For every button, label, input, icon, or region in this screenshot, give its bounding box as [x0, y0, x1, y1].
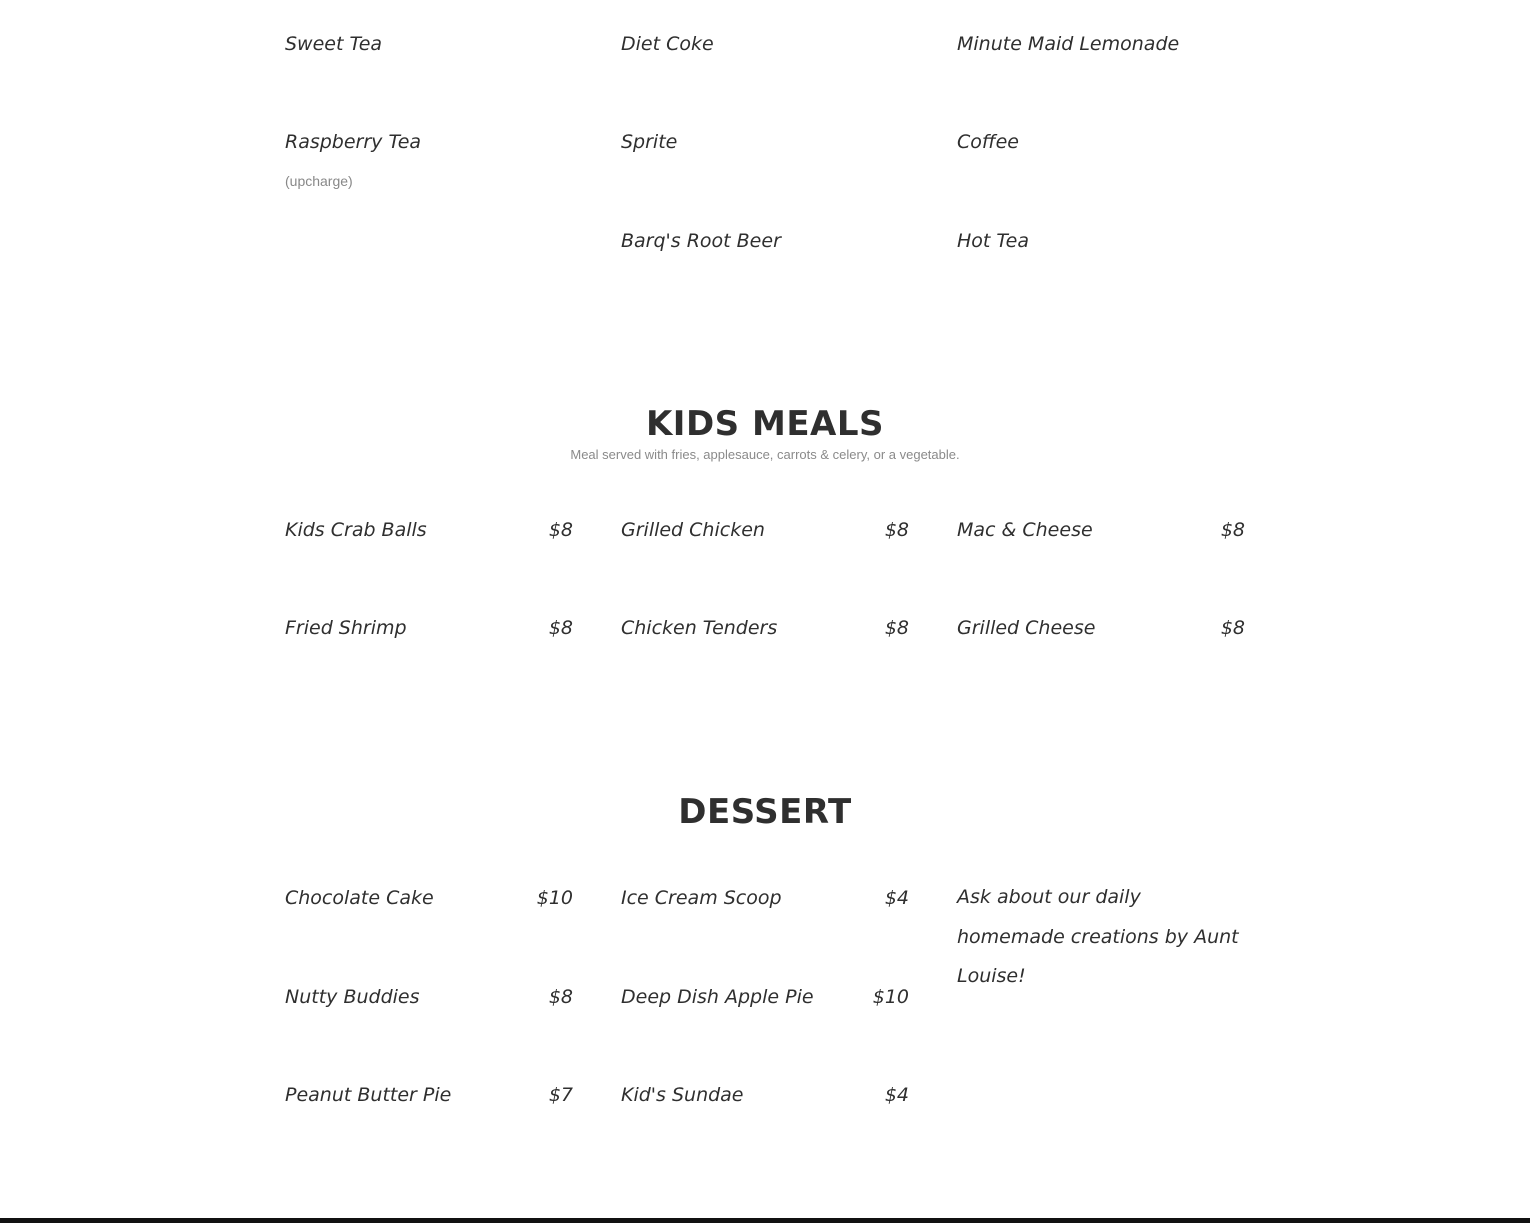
- menu-item: [621, 130, 909, 154]
- menu-item: [621, 985, 909, 1009]
- menu-item-price: $10: [872, 986, 909, 1008]
- menu-item: [621, 229, 909, 253]
- menu-item-name: Ice Cream Scoop: [621, 887, 782, 909]
- menu-item: [285, 616, 573, 640]
- menu-item: [957, 32, 1245, 56]
- menu-item-name: Kid's Sundae: [621, 1084, 744, 1106]
- menu-item: [957, 229, 1245, 253]
- menu-item: [957, 518, 1245, 542]
- kids-meals-heading: KIDS MEALS: [645, 404, 885, 444]
- dessert-heading: DESSERT: [678, 792, 852, 832]
- menu-item: [621, 616, 909, 640]
- menu-item: [621, 886, 909, 910]
- menu-item: [621, 1083, 909, 1107]
- menu-item-name: Peanut Butter Pie: [285, 1084, 452, 1106]
- menu-item-price: $8: [1220, 519, 1245, 541]
- menu-item-price: $7: [548, 1084, 573, 1106]
- kids-meals-subtitle: Meal served with fries, applesauce, carrots & celery, or a vegetable.: [570, 447, 960, 462]
- menu-item-note: (upcharge): [285, 173, 353, 189]
- menu-item-name: Minute Maid Lemonade: [957, 33, 1180, 55]
- menu-item-name: Hot Tea: [957, 230, 1029, 252]
- menu-item-name: Chicken Tenders: [621, 617, 778, 639]
- menu-item-name: Sweet Tea: [285, 33, 383, 55]
- menu-item: [621, 32, 909, 56]
- menu-item-name: Barq's Root Beer: [621, 230, 781, 252]
- menu-item: [957, 616, 1245, 640]
- menu-item-name: Deep Dish Apple Pie: [621, 986, 814, 1008]
- menu-item-price: $8: [1220, 617, 1245, 639]
- menu-item-name: Mac & Cheese: [957, 519, 1093, 541]
- menu-item-name: Grilled Chicken: [621, 519, 765, 541]
- menu-item-price: $8: [548, 986, 573, 1008]
- menu-item: [285, 130, 573, 189]
- menu-item-price: $8: [884, 617, 909, 639]
- menu-item: [285, 985, 573, 1009]
- menu-item-price: $4: [884, 1084, 909, 1106]
- menu-item-name: Fried Shrimp: [285, 617, 407, 639]
- menu-item: [285, 886, 573, 910]
- menu-item: [285, 518, 573, 542]
- menu-item: [285, 32, 573, 56]
- menu-item-name: Raspberry Tea: [285, 131, 422, 153]
- dessert-note: Ask about our daily homemade creations by Aunt Louise!: [957, 886, 1239, 987]
- menu-item: [621, 518, 909, 542]
- menu-item-price: $10: [536, 887, 573, 909]
- menu-item-name: Nutty Buddies: [285, 986, 420, 1008]
- menu-item-name: Sprite: [621, 131, 678, 153]
- menu-item: [957, 130, 1245, 154]
- menu-item-price: $8: [548, 617, 573, 639]
- menu-item-price: $8: [884, 519, 909, 541]
- menu-item-name: Kids Crab Balls: [285, 519, 427, 541]
- menu-item-price: $8: [548, 519, 573, 541]
- menu-item-name: Grilled Cheese: [957, 617, 1096, 639]
- footer-divider: [0, 1218, 1530, 1223]
- menu-item-name: Chocolate Cake: [285, 887, 434, 909]
- menu-item-name: Coffee: [957, 131, 1019, 153]
- menu-item: [285, 1083, 573, 1107]
- menu-item-price: $4: [884, 887, 909, 909]
- menu-item-name: Diet Coke: [621, 33, 714, 55]
